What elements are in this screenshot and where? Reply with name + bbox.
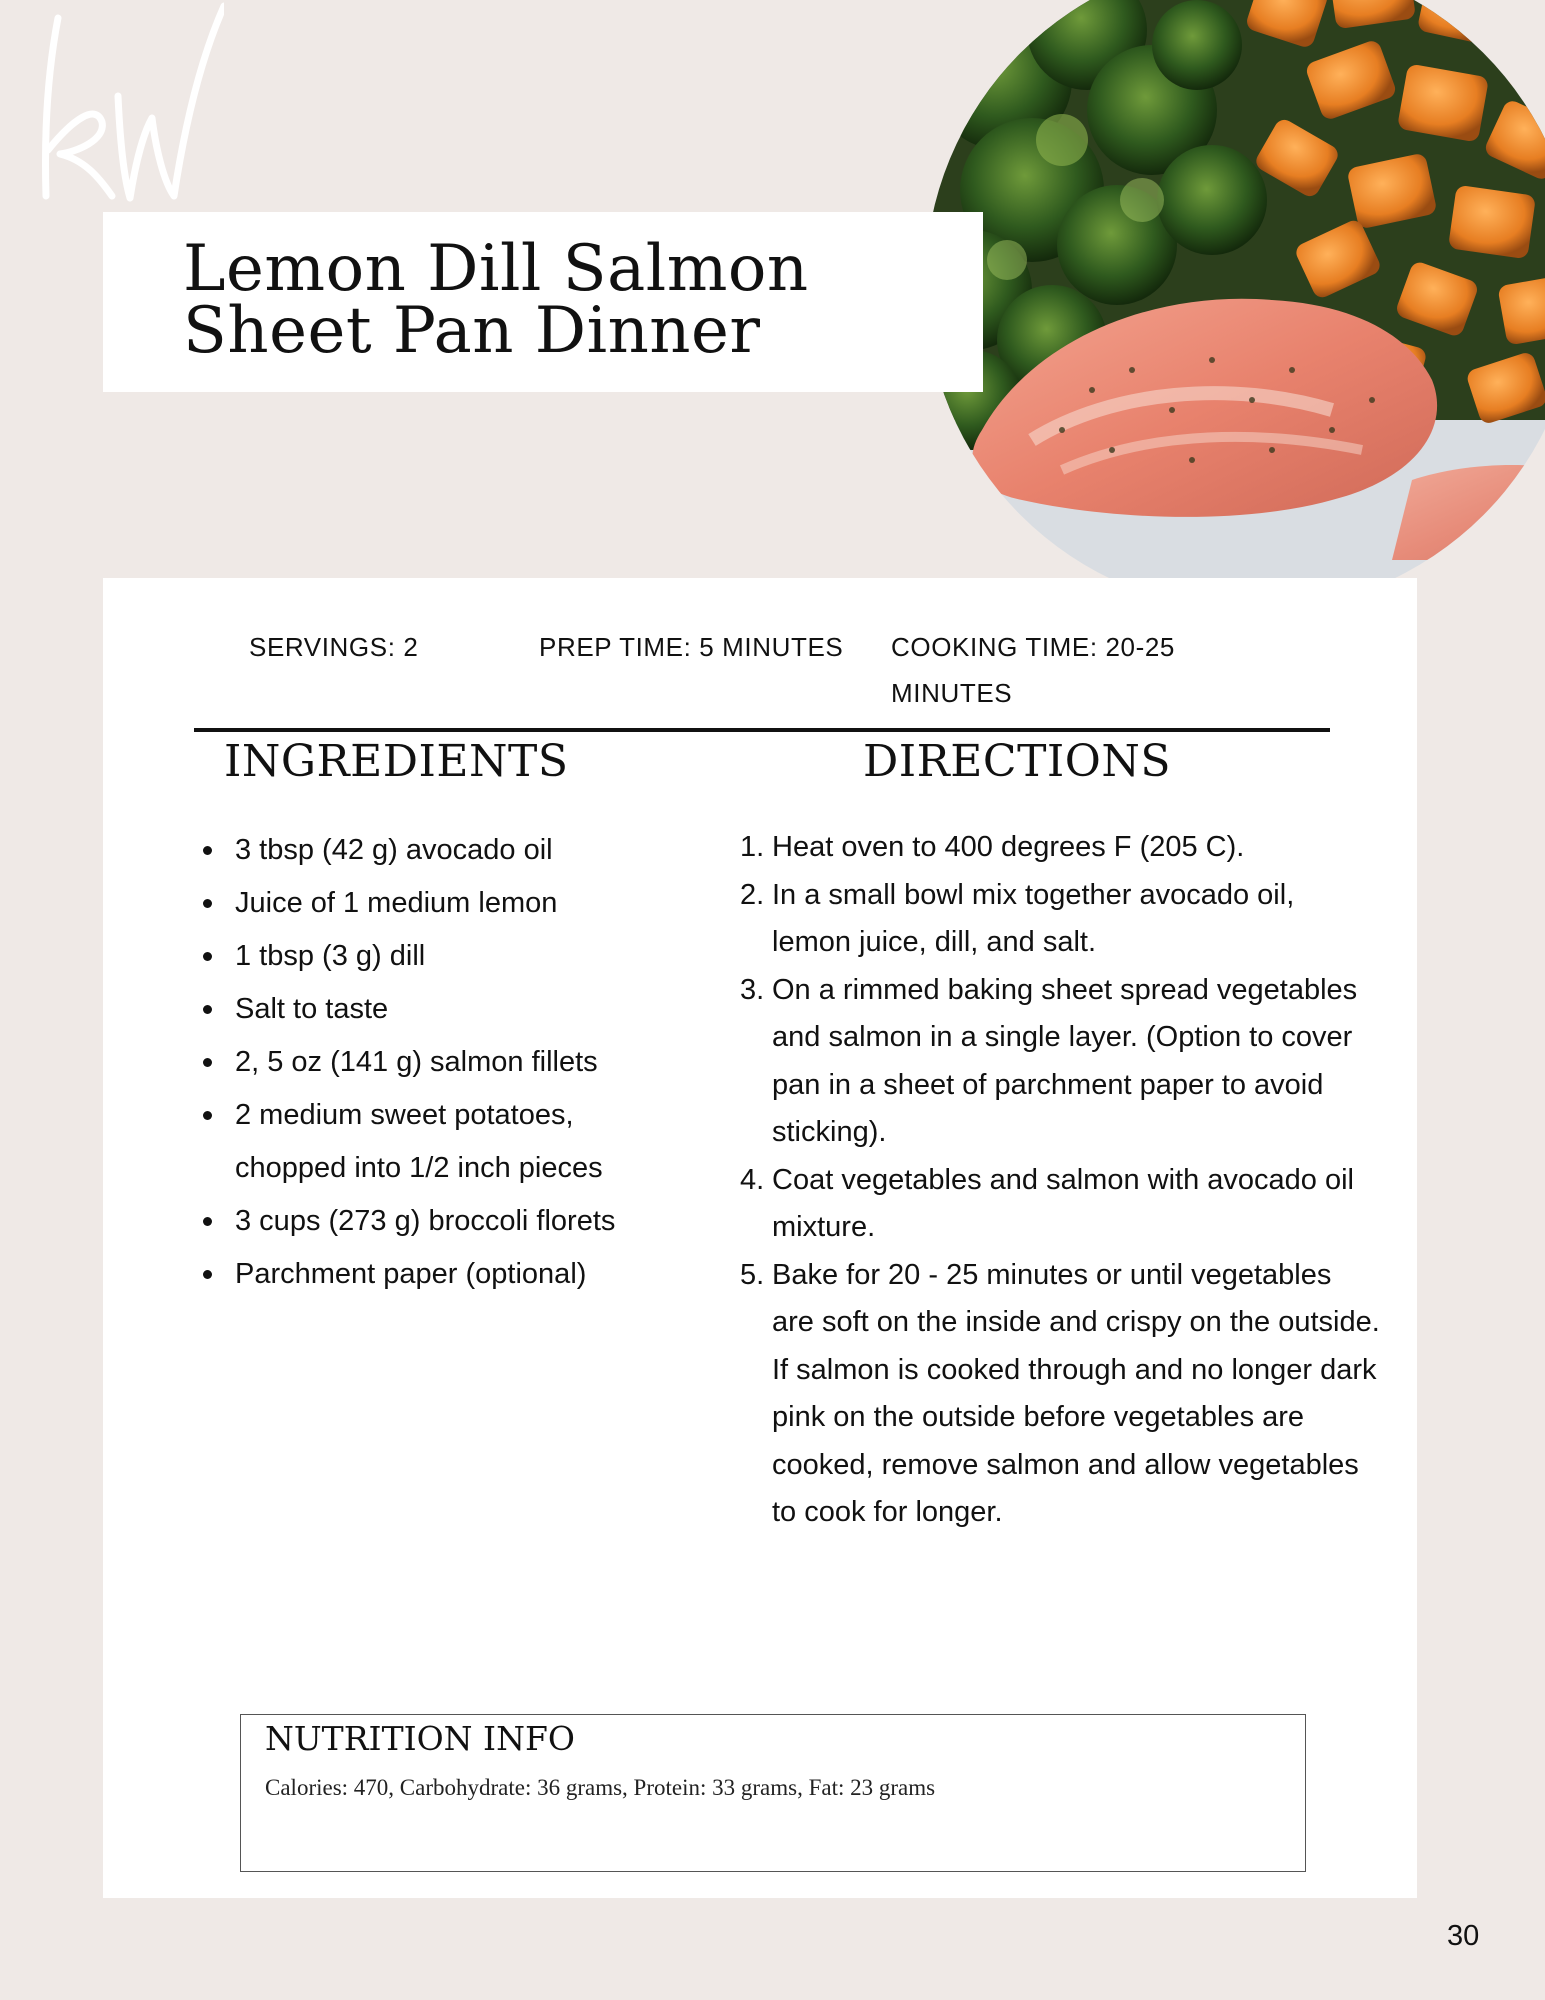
nutrition-text: Calories: 470, Carbohydrate: 36 grams, Protein: 33 grams, Fat: 23 grams	[265, 1775, 936, 1800]
direction-step	[740, 1157, 1380, 1252]
step-number: 2.	[740, 878, 765, 911]
direction-step	[740, 1252, 1380, 1537]
title-box	[103, 212, 983, 392]
recipe-card	[103, 578, 1417, 1898]
step-text: Heat oven to 400 degrees F (205 C).	[772, 831, 1245, 863]
ingredients-heading: INGREDIENTS	[224, 736, 569, 787]
prep-time: PREP TIME: 5 MINUTES	[539, 632, 844, 662]
step-text: Coat vegetables and salmon with avocado oil mixture.	[772, 1163, 1354, 1243]
ingredient-item: Salt to taste	[203, 983, 673, 1036]
cooking-time: COOKING TIME: 20-25 MINUTES	[891, 632, 1175, 708]
directions-heading: DIRECTIONS	[863, 736, 1172, 787]
step-text: On a rimmed baking sheet spread vegetables and salmon in a single layer. (Option to cover pan in a sheet of parchment paper to avoid sticking).	[772, 973, 1358, 1148]
food-photo	[912, 0, 1545, 608]
directions-list	[740, 824, 1380, 1537]
recipe-title	[183, 232, 809, 368]
nutrition-box	[240, 1714, 1306, 1872]
step-text: Bake for 20 - 25 minutes or until vegetables are soft on the inside and crispy on the outside. If salmon is cooked through and no longer dark pink on the outside before vegetables are cooked, remove salmon and allow vegetables to cook for longer.	[772, 1258, 1380, 1528]
step-number: 1.	[740, 831, 765, 863]
ingredient-item: 2, 5 oz (141 g) salmon fillets	[203, 1036, 673, 1089]
servings: SERVINGS: 2	[249, 632, 419, 662]
direction-step	[740, 824, 1380, 872]
recipe-title-line-1: Lemon Dill Salmon	[183, 232, 809, 306]
page-number: 30	[1447, 1920, 1480, 1952]
ingredient-item: 2 medium sweet potatoes, chopped into 1/2 inch pieces	[203, 1089, 673, 1195]
ingredient-item: 3 tbsp (42 g) avocado oil	[203, 824, 673, 877]
ingredients-list	[203, 824, 673, 1301]
step-number: 5.	[740, 1258, 765, 1291]
direction-step	[740, 967, 1380, 1157]
ingredient-item: Juice of 1 medium lemon	[203, 877, 673, 930]
direction-step	[740, 872, 1380, 967]
kw-logo	[14, 0, 224, 210]
recipe-title-line-2: Sheet Pan Dinner	[183, 294, 761, 368]
divider-rule	[194, 728, 1330, 732]
nutrition-heading: NUTRITION INFO	[265, 1719, 575, 1758]
ingredient-item: 3 cups (273 g) broccoli florets	[203, 1195, 673, 1248]
ingredient-item: 1 tbsp (3 g) dill	[203, 930, 673, 983]
ingredient-item: Parchment paper (optional)	[203, 1248, 673, 1301]
step-text: In a small bowl mix together avocado oil, lemon juice, dill, and salt.	[772, 878, 1295, 958]
step-number: 3.	[740, 973, 765, 1006]
step-number: 4.	[740, 1163, 765, 1196]
